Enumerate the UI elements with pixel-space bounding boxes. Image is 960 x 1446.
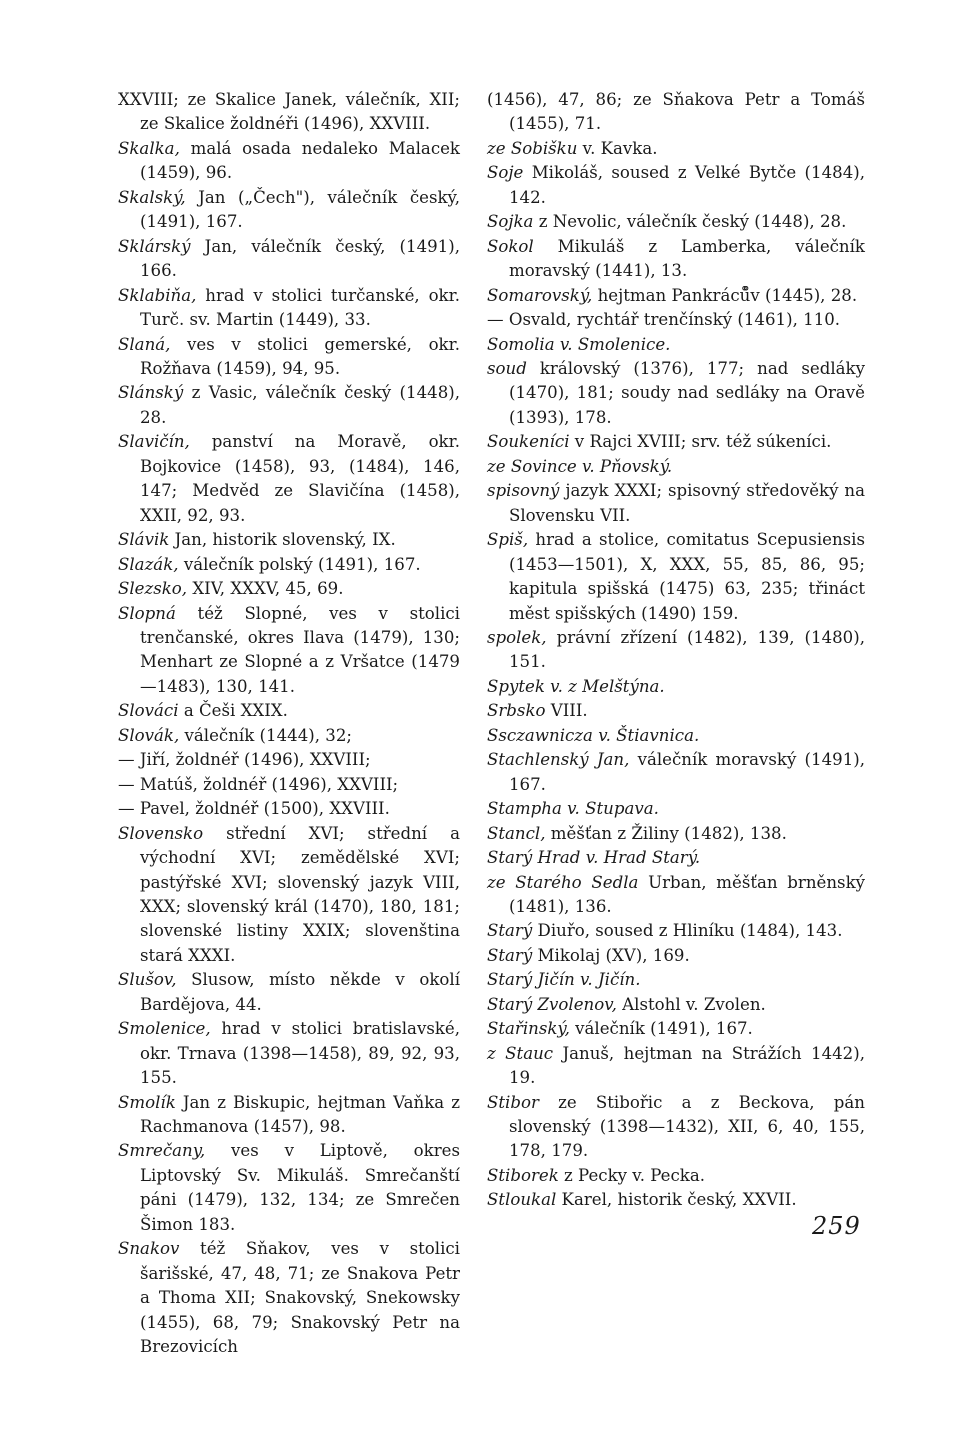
entry-text: Jan, válečník český, (1491), 166. [140,236,460,281]
entry-headword: ze Sobišku [487,138,578,158]
entry-headword: Spiš, [487,530,529,550]
entry-headword: z Stauc [487,1043,554,1063]
entry-headword: Starý Zvolenov, [487,994,617,1014]
entry-text: Urban, měšťan brněnský (1481), 136. [509,872,866,916]
entry-headword: Stachlenský Jan, [487,750,630,770]
entry-headword: Starý Jičín v. Jičín. [487,970,641,990]
entry-text: Slusow, místo někde v okolí Bardějova, 44. [140,970,460,1014]
entry-text: ze Stibořic a z Beckova, pán slovenský (1398—1432), XII, 6, 40, 155, 178, 179. [509,1092,865,1161]
index-entry [487,137,865,161]
index-entry [118,528,460,552]
entry-text: Alstohl v. Zvolen. [616,994,766,1014]
entry-text: ves v Liptově, okres Liptovský Sv. Mikuláš. Smrečanští páni (1479), 132, 134; ze Smrečen Šimon 183. [140,1141,460,1234]
index-entry [118,284,460,333]
entry-text: — Osvald, rychtář trenčínský (1461), 110. [487,310,841,330]
entry-headword: Slovensko [118,823,204,843]
page-number: 259 [812,1212,861,1240]
entry-text: XIV, XXXV, 45, 69. [187,579,344,599]
index-entry [118,235,460,284]
index-entry [118,1139,460,1237]
index-entry [118,968,460,1017]
entry-text: hrad v stolici turčanské, okr. Turč. sv. Martin (1449), 33. [140,285,460,330]
entry-headword: Slovák, [118,725,180,745]
entry-text: Mikuláš z Lamberka, válečník moravský (1441), 13. [509,236,865,281]
entry-text: Jan z Biskupic, hejtman Vaňka z Rachmanova (1457), 98. [140,1092,460,1137]
entry-headword: Starý [487,945,533,965]
index-entry [118,186,460,235]
entry-text: Mikolaj (XV), 169. [532,945,690,965]
index-entry [118,699,460,723]
entry-headword: Slováci [118,701,179,721]
entry-text: válečník moravský (1491), 167. [509,750,866,794]
index-entry [487,1017,865,1041]
entry-headword: Slaná, [118,334,171,354]
index-entry [118,553,460,577]
entry-text: Jan („Čech"), válečník český, (1491), 167. [140,187,460,232]
index-entry [118,748,460,772]
index-entry [487,822,865,846]
index-entry [118,773,460,797]
entry-headword: Slazák, [118,554,179,574]
index-entry [487,1091,865,1164]
entry-headword: Soje [487,163,524,183]
index-entry [487,357,865,430]
entry-text: z Pecky v. Pecka. [558,1165,706,1185]
right-column [487,88,865,1213]
entry-headword: Stampha v. Stupava. [487,799,659,819]
entry-text: ves v stolici gemerské, okr. Rožňava (1459), 94, 95. [140,334,460,378]
entry-text: (1456), 47, 86; ze Sňakova Petr a Tomáš (1455), 71. [487,90,865,134]
entry-headword: Starý Hrad v. Hrad Starý. [487,848,701,868]
index-entry [487,333,865,357]
entry-text: — Pavel, žoldnéř (1500), XXVIII. [118,799,390,819]
entry-headword: Stancl, [487,823,546,843]
entry-text: — Matúš, žoldnéř (1496), XXVIII; [118,774,399,794]
index-entry [118,88,460,137]
index-entry [118,333,460,382]
index-entry [118,381,460,430]
entry-headword: ze Sovince v. Pňovský. [487,456,673,476]
index-entry [487,284,865,308]
entry-text: právní zřízení (1482), 139, (1480), 151. [509,627,865,672]
entry-text: a Češi XXIX. [178,701,288,721]
index-entry [487,210,865,234]
entry-headword: Sojka [487,212,534,232]
entry-text: z Vasic, válečník český (1448), 28. [140,383,460,427]
entry-text: hrad v stolici bratislavské, okr. Trnava (1398—1458), 89, 92, 93, 155. [140,1019,460,1088]
entry-text: panství na Moravě, okr. Bojkovice (1458), 93, (1484), 146, 147; Medvěd ze Slavičína (1458), XXII, 92, 93. [140,432,460,525]
index-entry [487,455,865,479]
entry-text: též Sňakov, ves v stolici šarišské, 47, 48, 71; ze Snakova Petr a Thoma XII; Snakovský, Snekowsky (1455), 68, 79; Snakovský Petr na Brezovicích [140,1239,460,1357]
entry-text: válečník polský (1491), 167. [178,554,421,574]
entry-text: z Nevolic, válečník český (1448), 28. [533,212,847,232]
entry-text: hejtman Pankráců̊v (1445), 28. [592,285,858,305]
entry-text: královský (1376), 177; nad sedláky (1470), 181; soudy nad sedláky na Oravě (1393), 178. [509,358,865,427]
index-entry [118,430,460,528]
index-entry [118,724,460,748]
entry-text: válečník (1491), 167. [569,1019,753,1039]
index-entry [118,822,460,969]
index-entry [487,308,865,332]
entry-headword: Slopná [118,603,176,623]
entry-text: hrad a stolice, comitatus Scepusiensis (1453—1501), X, XXX, 55, 85, 86, 95; kapitula spišská (1475) 63, 235; třináct měst spišských (1490) 159. [509,530,865,623]
entry-text: v. Kavka. [577,138,658,158]
index-entry [118,1237,460,1359]
index-entry [487,675,865,699]
index-entry [487,88,865,137]
entry-headword: Slávik [118,530,170,550]
entry-text: Jan, historik slovenský, IX. [169,530,396,550]
index-entry [118,137,460,186]
entry-headword: Smolenice, [118,1019,211,1039]
entry-headword: Smolík [118,1092,176,1112]
entry-headword: Skalský, [118,187,186,207]
entry-text: Diuřo, soused z Hliníku (1484), 143. [532,921,843,941]
index-entry [487,1188,865,1212]
entry-text: měšťan z Žiliny (1482), 138. [545,823,787,843]
entry-headword: Slánský [118,383,184,403]
entry-headword: Starý [487,921,533,941]
index-entry [487,528,865,626]
index-entry [487,699,865,723]
entry-text: v Rajci XVIII; srv. též súkeníci. [569,432,832,452]
index-entry [487,724,865,748]
index-entry [487,235,865,284]
entry-headword: Stařinský, [487,1019,570,1039]
entry-headword: Sklárský [118,236,191,256]
entry-headword: Slavičín, [118,432,190,452]
entry-headword: Somolia v. Smolenice. [487,334,671,354]
entry-headword: Slezsko, [118,579,188,599]
index-entry [118,577,460,601]
entry-headword: Sokol [487,236,534,256]
entry-headword: Stloukal [487,1190,557,1210]
entry-text: Januš, hejtman na Strážích 1442), 19. [509,1043,865,1088]
index-entry [487,871,865,920]
entry-headword: Slušov, [118,970,177,990]
entry-text: XXVIII; ze Skalice Janek, válečník, XII; ze Skalice žoldnéři (1496), XXVIII. [118,90,460,134]
index-entry [118,797,460,821]
index-entry [487,161,865,210]
entry-headword: spolek, [487,627,547,647]
entry-headword: Soukeníci [487,432,570,452]
index-entry [118,602,460,700]
entry-text: VIII. [545,701,588,721]
index-entry [487,968,865,992]
entry-text: Mikoláš, soused z Velké Bytče (1484), 142. [509,163,865,207]
entry-headword: Stibor [487,1092,539,1112]
entry-headword: Snakov [118,1239,180,1259]
entry-headword: Ssczawnicza v. Štiavnica. [487,725,700,745]
entry-headword: Stiborek [487,1165,559,1185]
index-entry [487,479,865,528]
entry-text: malá osada nedaleko Malacek (1459), 96. [140,138,460,183]
index-entry [487,626,865,675]
index-entry [118,1017,460,1090]
entry-headword: Somarovský, [487,285,593,305]
index-entry [487,1164,865,1188]
index-entry [487,846,865,870]
entry-headword: soud [487,358,527,378]
index-entry [487,993,865,1017]
index-entry [487,748,865,797]
entry-headword: Skalka, [118,138,180,158]
entry-text: též Slopné, ves v stolici trenčanské, okres Ilava (1479), 130; Menhart ze Slopné a z Vršatce (1479—1483), 130, 141. [140,603,460,696]
index-entry [487,430,865,454]
entry-text: Karel, historik český, XXVII. [556,1190,797,1210]
index-entry [487,797,865,821]
entry-headword: Smrečany, [118,1141,206,1161]
entry-text: — Jiří, žoldnéř (1496), XXVIII; [118,750,371,770]
entry-headword: spisovný [487,481,560,501]
index-entry [487,919,865,943]
entry-headword: Srbsko [487,701,546,721]
entry-headword: ze Starého Sedla [487,872,639,892]
left-column [118,88,460,1360]
entry-headword: Sklabiňa, [118,285,197,305]
entry-text: válečník (1444), 32; [179,725,352,745]
entry-headword: Spytek v. z Melštýna. [487,676,665,696]
index-entry [487,944,865,968]
entry-text: střední XVI; střední a východní XVI; zemědělské XVI; pastýřské XVI; slovenský jazyk VIII, XXX; slovenský král (1470), 180, 181; slovenské listiny XXIX; slovenština stará XXXI. [140,823,460,965]
index-entry [487,1042,865,1091]
entry-text: jazyk XXXI; spisovný středověký na Slovensku VII. [509,481,865,525]
index-entry [118,1091,460,1140]
